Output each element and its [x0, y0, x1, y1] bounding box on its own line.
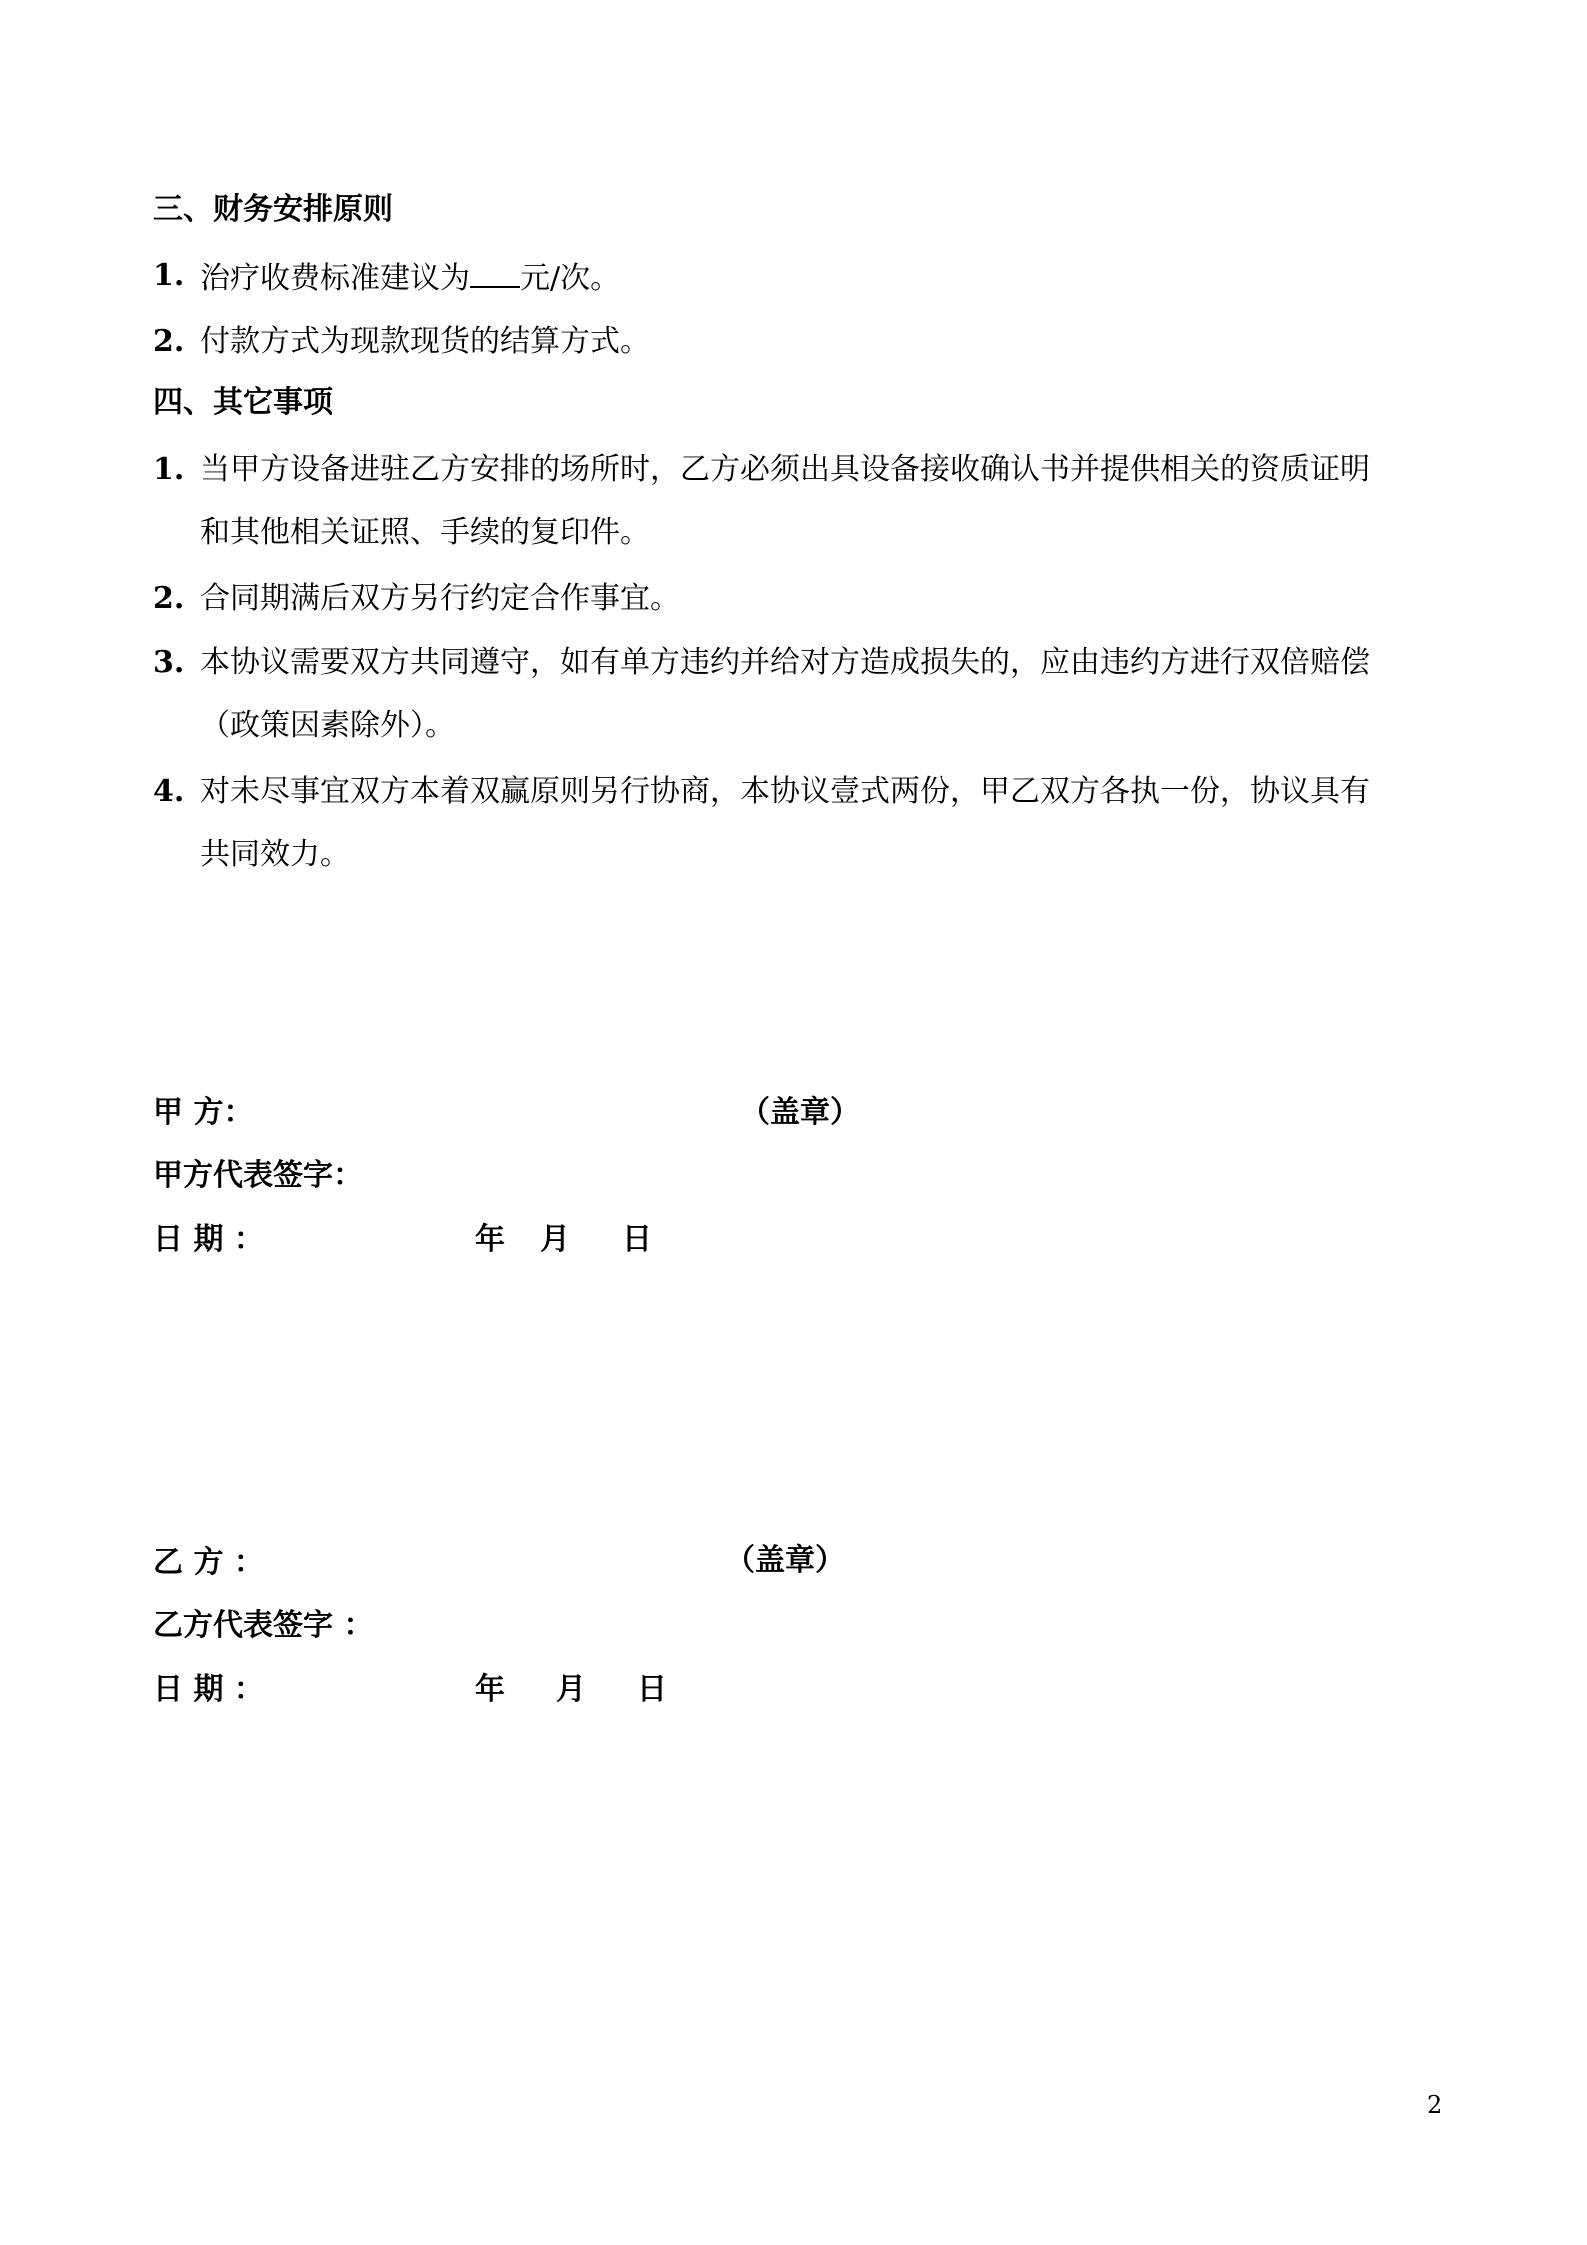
- party-a-date-label: 日 期 ：: [153, 1222, 264, 1257]
- section4-item2-line1: 合同期满后双方另行约定合作事宜。: [200, 581, 680, 616]
- party-b-seal: （盖章）: [725, 1543, 845, 1578]
- party-b-day: 日: [637, 1672, 667, 1707]
- section4-heading: 四、其它事项: [153, 385, 333, 420]
- party-a-rep-signature: 甲方代表签字：: [153, 1158, 363, 1193]
- fee-text-before: 治疗收费标准建议为: [200, 261, 470, 296]
- party-b-label: 乙 方 ：: [153, 1545, 264, 1580]
- section3-item2-number: 2.: [153, 324, 185, 359]
- section3-item1-text: [200, 256, 620, 299]
- party-a-month: 月: [540, 1222, 570, 1257]
- page-number: 2: [1427, 2091, 1443, 2119]
- section4-item1-line2: 和其他相关证照、手续的复印件。: [200, 515, 650, 550]
- section4-item4-line2: 共同效力。: [200, 837, 350, 872]
- section4-item1-line1: 当甲方设备进驻乙方安排的场所时，乙方必须出具设备接收确认书并提供相关的资质证明: [200, 452, 1370, 487]
- party-a-label: 甲 方：: [153, 1095, 254, 1130]
- section4-item3-line1: 本协议需要双方共同遵守，如有单方违约并给对方造成损失的，应由违约方进行双倍赔偿: [200, 645, 1370, 680]
- section3-heading: 三、财务安排原则: [153, 192, 393, 227]
- fee-text-after: 元/次。: [520, 261, 621, 296]
- section4-item4-line1: 对未尽事宜双方本着双赢原则另行协商，本协议壹式两份，甲乙双方各执一份，协议具有: [200, 774, 1370, 809]
- section4-item3-number: 3.: [153, 645, 185, 680]
- party-a-day: 日: [622, 1222, 652, 1257]
- party-a-seal: （盖章）: [740, 1095, 860, 1130]
- section4-item1-number: 1.: [153, 452, 185, 487]
- party-a-year: 年: [475, 1222, 505, 1257]
- party-b-rep-signature: 乙方代表签字 ：: [153, 1608, 374, 1643]
- party-b-year: 年: [475, 1672, 505, 1707]
- section4-item3-line2: （政策因素除外）。: [200, 708, 455, 743]
- section3-item1-number: 1.: [153, 258, 185, 293]
- section4-item2-number: 2.: [153, 581, 185, 616]
- fee-blank: [470, 256, 520, 288]
- section3-item2-text: 付款方式为现款现货的结算方式。: [200, 324, 650, 359]
- party-b-date-label: 日 期 ：: [153, 1672, 264, 1707]
- party-b-month: 月: [556, 1672, 586, 1707]
- section4-item4-number: 4.: [153, 774, 185, 809]
